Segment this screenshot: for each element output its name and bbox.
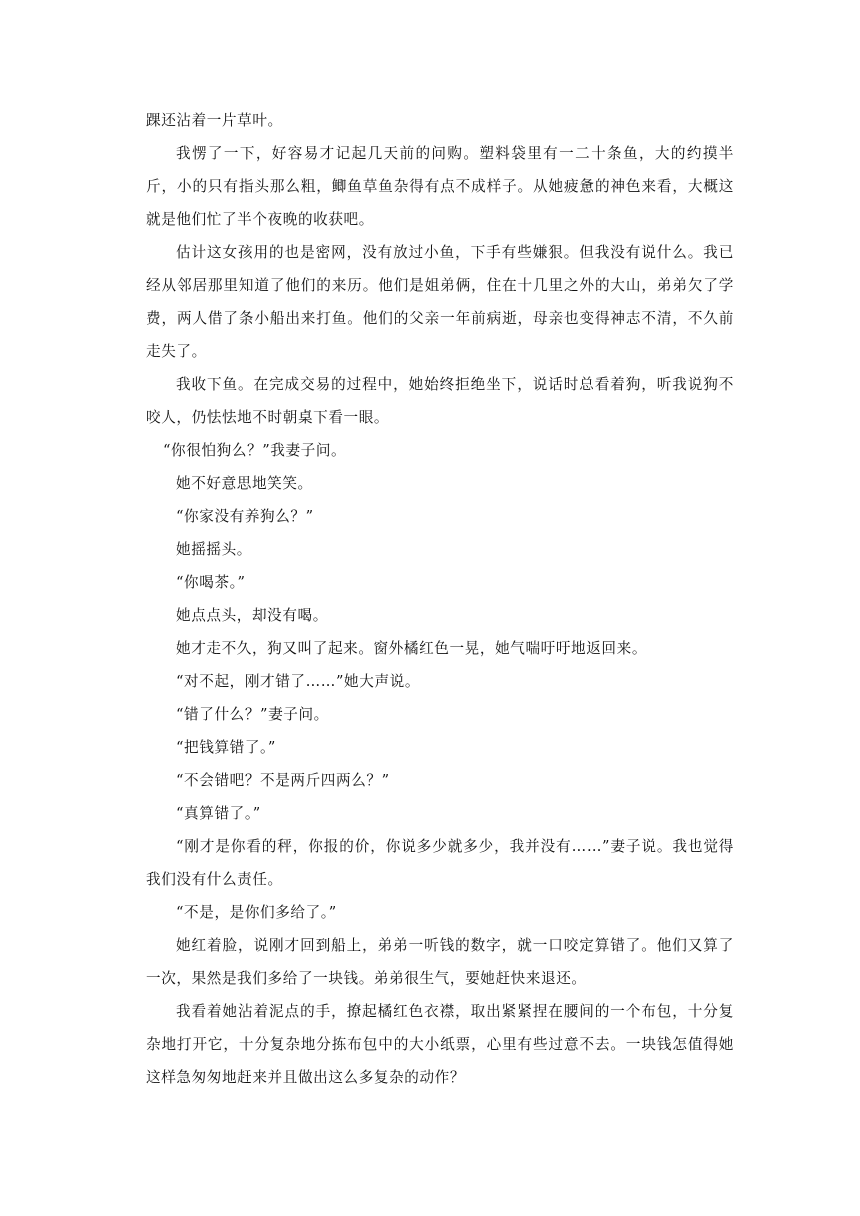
dialogue-line-4: “对不起，刚才错了……”她大声说。 [176, 673, 421, 690]
dialogue-line-3: “你喝茶。” [176, 574, 246, 591]
paragraph-5: 她不好意思地笑笑。 [176, 475, 313, 492]
paragraph-6: 她摇摇头。 [176, 541, 252, 558]
dialogue-line-2: “你家没有养狗么？” [176, 508, 314, 525]
dialogue-line-8: “真算错了。” [176, 805, 261, 822]
paragraph-1: 踝还沾着一片草叶。 [146, 112, 283, 129]
paragraph-2: 我愣了一下，好容易才记起几天前的问购。塑料袋里有一二十条鱼，大的约摸半斤，小的只有指头那么粗，鲫鱼草鱼杂得有点不成样子。从她疲惫的神色来看，大概这就是他们忙了半个夜晚的收获吧。 [146, 145, 734, 228]
dialogue-line-7: “不会错吧？不是两斤四两么？” [176, 772, 390, 789]
paragraph-4: 我收下鱼。在完成交易的过程中，她始终拒绝坐下，说话时总看着狗，听我说狗不咬人，仍怯怯地不时朝桌下看一眼。 [146, 376, 734, 426]
article-body [146, 104, 734, 1094]
paragraph-9: 她红着脸，说刚才回到船上，弟弟一听钱的数字，就一口咬定算错了。他们又算了一次，果然是我们多给了一块钱。弟弟很生气，要她赶快来退还。 [146, 937, 734, 987]
dialogue-line-10: “不是，是你们多给了。” [176, 904, 337, 921]
paragraph-8: 她才走不久，狗又叫了起来。窗外橘红色一晃，她气喘吁吁地返回来。 [176, 640, 648, 657]
paragraph-3: 估计这女孩用的也是密网，没有放过小鱼，下手有些嫌狠。但我没有说什么。我已经从邻居那里知道了他们的来历。他们是姐弟俩，住在十几里之外的大山，弟弟欠了学费，两人借了条小船出来打鱼。他们的父亲一年前病逝，母亲也变得神志不清，不久前走失了。 [146, 244, 734, 360]
dialogue-line-9: “刚才是你看的秤，你报的价，你说多少就多少，我并没有……”妻子说。我也觉得我们没有什么责任。 [146, 838, 734, 888]
paragraph-10: 我看着她沾着泥点的手，撩起橘红色衣襟，取出紧紧捏在腰间的一个布包，十分复杂地打开它，十分复杂地分拣布包中的大小纸票，心里有些过意不去。一块钱怎值得她这样急匆匆地赶来并且做出这么多复杂的动作？ [146, 1003, 734, 1086]
dialogue-line-6: “把钱算错了。” [176, 739, 276, 756]
dialogue-line-5: “错了什么？”妻子问。 [176, 706, 329, 723]
paragraph-7: 她点点头，却没有喝。 [176, 607, 328, 624]
dialogue-line-1: “你很怕狗么？”我妻子问。 [163, 442, 347, 459]
